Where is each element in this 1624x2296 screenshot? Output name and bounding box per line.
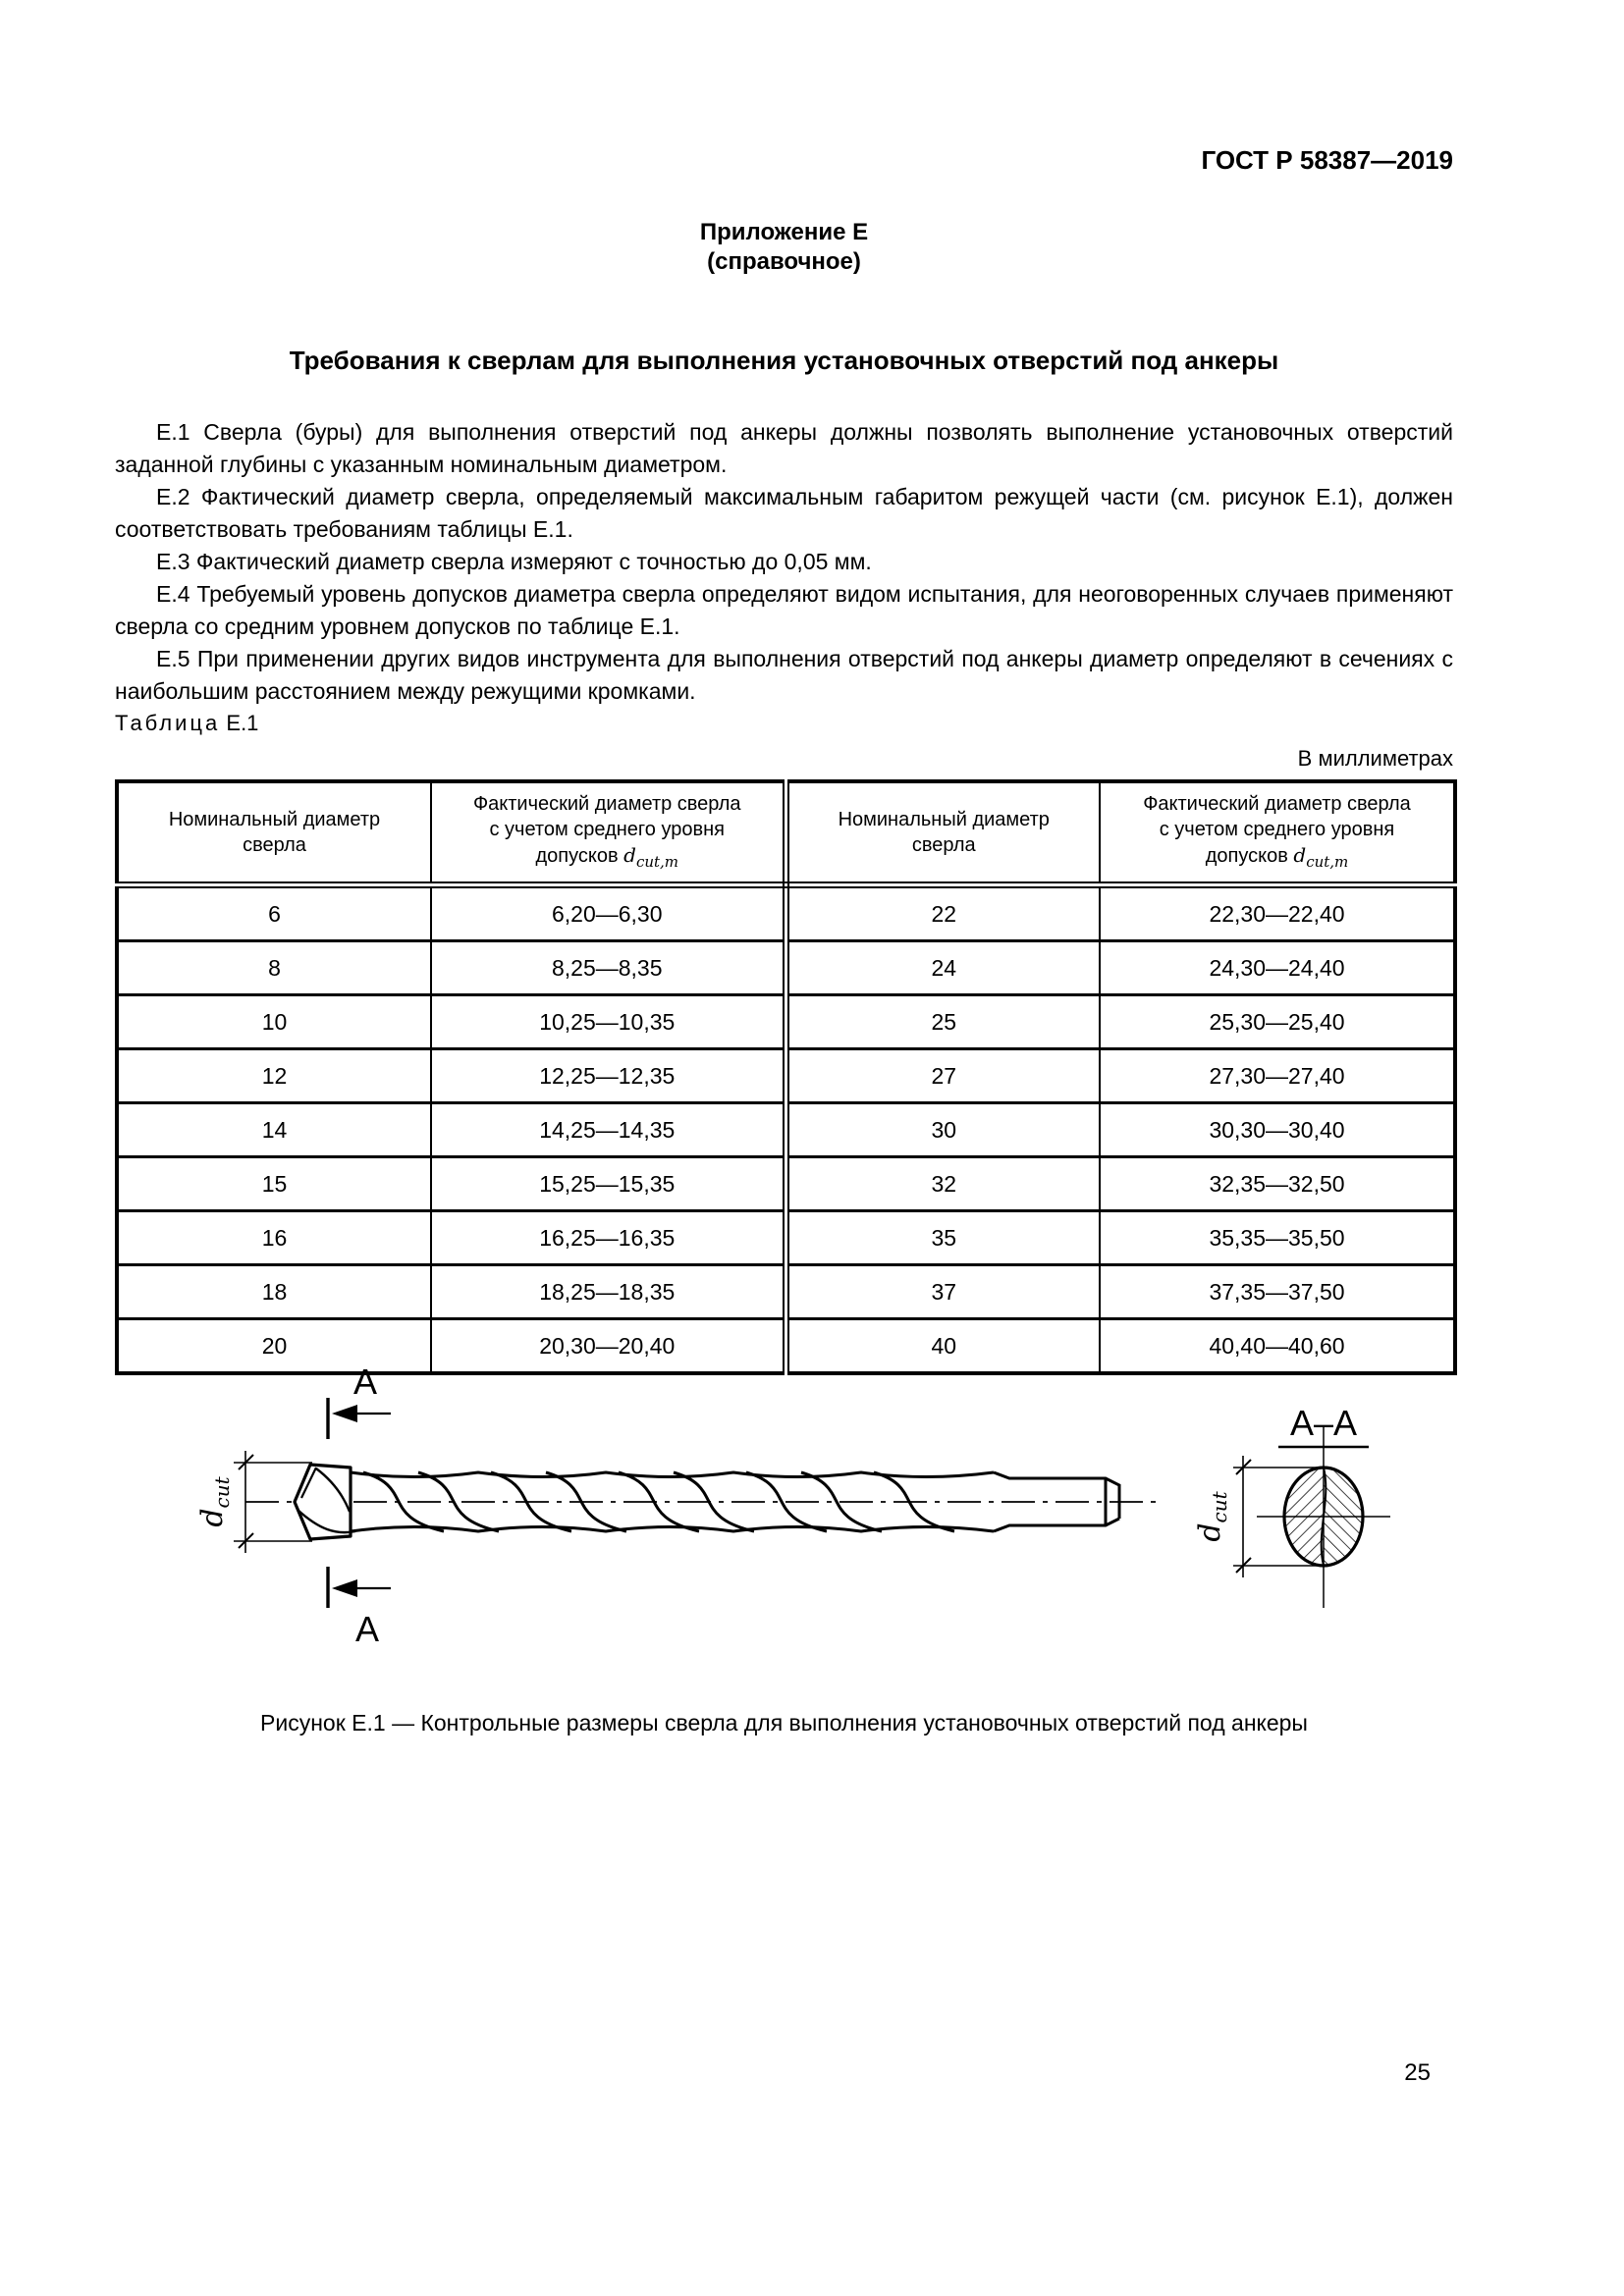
table-cell: 22: [785, 885, 1100, 941]
table-row: [117, 885, 1455, 941]
clauses: [115, 416, 1453, 708]
table-cell: 6,20—6,30: [431, 885, 785, 941]
table-cell: 25,30—25,40: [1100, 995, 1455, 1049]
section-label-bottom: А: [354, 1609, 380, 1649]
table-cell: 32,35—32,50: [1100, 1157, 1455, 1211]
col-header-nominal-1: [117, 781, 431, 885]
section-view-label: А–А: [1289, 1403, 1358, 1443]
header-text: Номинальный диаметр: [168, 809, 381, 830]
table-cell: 14,25—14,35: [431, 1103, 785, 1157]
dcut-label-left: $d_{cut}$: [195, 1476, 234, 1527]
page-number: 25: [1404, 2059, 1431, 2086]
table-cell: 8: [117, 941, 431, 995]
standard-reference: ГОСТ Р 58387—2019: [1201, 145, 1453, 175]
appendix-kind: (справочное): [707, 248, 861, 275]
header-text: допусков: [535, 844, 624, 867]
table-row: [117, 1103, 1455, 1157]
table-cell: 24: [785, 941, 1100, 995]
table-cell: 15,25—15,35: [431, 1157, 785, 1211]
table-units-note: В миллиметрах: [1297, 746, 1453, 771]
table-cell: 32: [785, 1157, 1100, 1211]
table-cell: 40,40—40,60: [1100, 1319, 1455, 1374]
table-cell: 10,25—10,35: [431, 995, 785, 1049]
table-caption: [115, 711, 1453, 736]
table-cell: 24,30—24,40: [1100, 941, 1455, 995]
table-cell: 12: [117, 1049, 431, 1103]
table-caption-word: Таблица: [115, 711, 221, 735]
table-cell: 30,30—30,40: [1100, 1103, 1455, 1157]
section-mark-top: [328, 1362, 391, 1439]
table-cell: 25: [785, 995, 1100, 1049]
clause-e4: Е.4 Требуемый уровень допусков диаметра сверла определяют видом испытания, для неоговоренных случаев применяют сверла со средним уровнем допусков по таблице Е.1.: [115, 581, 1453, 639]
header-text: Фактический диаметр сверла: [472, 792, 741, 815]
table-cell: 20,30—20,40: [431, 1319, 785, 1374]
table-cell: 18,25—18,35: [431, 1265, 785, 1319]
table-cell: 27: [785, 1049, 1100, 1103]
table-cell: 30: [785, 1103, 1100, 1157]
col-header-actual-2: [1100, 781, 1455, 885]
d-cut-subscript: cut,m: [635, 852, 679, 871]
header-text: сверла: [243, 834, 306, 856]
table-cell: 14: [117, 1103, 431, 1157]
d-cut-symbol: d: [623, 842, 636, 867]
dcut-label-right: $d_{cut}$: [1193, 1491, 1231, 1542]
clause-e3: Е.3 Фактический диаметр сверла измеряют с точностью до 0,05 мм.: [156, 549, 872, 574]
header-text: допусков: [1205, 844, 1294, 867]
clause-e5: Е.5 При применении других видов инструмента для выполнения отверстий под анкеры диаметр определяют в сечениях с наибольшим расстоянием между режущими кромками.: [115, 646, 1453, 704]
clause-e1: Е.1 Сверла (буры) для выполнения отверстий под анкеры должны позволять выполнение установочных отверстий заданной глубины с указанным номинальным диаметром.: [115, 419, 1453, 477]
table-caption-number: Е.1: [226, 711, 259, 735]
header-text: с учетом среднего уровня: [489, 818, 725, 840]
table-cell: 40: [785, 1319, 1100, 1374]
table-cell: 6: [117, 885, 431, 941]
table-cell: 22,30—22,40: [1100, 885, 1455, 941]
table-row: [117, 1211, 1455, 1265]
section-hatch-left: [1284, 1468, 1324, 1566]
table-row: [117, 1157, 1455, 1211]
header-text: сверла: [911, 834, 976, 856]
page-title: Требования к сверлам для выполнения установочных отверстий под анкеры: [289, 346, 1279, 375]
section-label-top: А: [352, 1362, 378, 1402]
appendix-label: Приложение Е: [699, 219, 869, 245]
table-cell: 16,25—16,35: [431, 1211, 785, 1265]
drill-tip: [295, 1465, 355, 1539]
table-cell: 18: [117, 1265, 431, 1319]
table-row: [117, 995, 1455, 1049]
header-text: Номинальный диаметр: [838, 809, 1050, 830]
d-cut-symbol: d: [1293, 842, 1307, 867]
header-text: Фактический диаметр сверла: [1143, 792, 1411, 815]
d-cut-subscript: cut,m: [1306, 852, 1349, 871]
table-cell: 16: [117, 1211, 431, 1265]
clause-e2: Е.2 Фактический диаметр сверла, определяемый максимальным габаритом режущей части (см. рисунок Е.1), должен соответствовать требованиям таблицы Е.1.: [115, 484, 1453, 542]
appendix-header: [115, 218, 1453, 277]
figure-caption: Рисунок Е.1 — Контрольные размеры сверла для выполнения установочных отверстий под анкеры: [260, 1710, 1308, 1735]
table-row: [117, 941, 1455, 995]
table-cell: 37,35—37,50: [1100, 1265, 1455, 1319]
col-header-actual-1: [431, 781, 785, 885]
table-cell: 27,30—27,40: [1100, 1049, 1455, 1103]
col-header-nominal-2: [785, 781, 1100, 885]
table-cell: 37: [785, 1265, 1100, 1319]
table-header: [117, 781, 1455, 885]
table-cell: 10: [117, 995, 431, 1049]
table-cell: 12,25—12,35: [431, 1049, 785, 1103]
table-cell: 35,35—35,50: [1100, 1211, 1455, 1265]
table-row: [117, 1265, 1455, 1319]
table-cell: 35: [785, 1211, 1100, 1265]
table-cell: 8,25—8,35: [431, 941, 785, 995]
table-cell: 15: [117, 1157, 431, 1211]
table-cell: 20: [117, 1319, 431, 1374]
drill-diameter-table: [115, 779, 1457, 1375]
section-hatch-right: [1324, 1468, 1363, 1566]
section-mark-bottom: [328, 1567, 391, 1649]
header-text: с учетом среднего уровня: [1159, 818, 1395, 840]
table-body: [117, 885, 1455, 1374]
drill-drawing: [0, 1355, 1624, 1688]
section-view: [1193, 1403, 1390, 1608]
table-header-row: [117, 781, 1455, 885]
table-row: [117, 1049, 1455, 1103]
